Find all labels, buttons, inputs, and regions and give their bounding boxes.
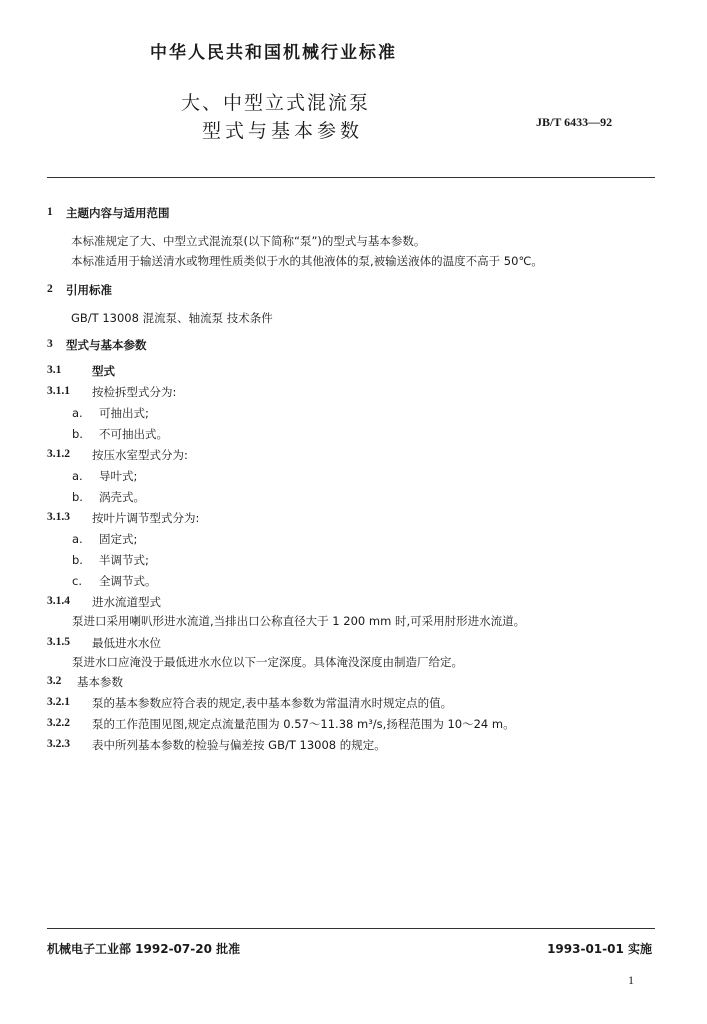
effective-date: 1993-01-01 实施 <box>547 942 652 956</box>
footer-divider <box>47 928 655 929</box>
list-marker: b. <box>72 427 83 441</box>
list-item: 涡壳式。 <box>99 490 145 504</box>
section-3-2-3-number: 3.2.3 <box>47 738 70 750</box>
list-marker: a. <box>72 406 83 420</box>
section-2-number: 2 <box>47 283 53 295</box>
list-marker: a. <box>72 469 83 483</box>
section-1-paragraph-1: 本标准规定了大、中型立式混流泵(以下简称“泵”)的型式与基本参数。 <box>71 234 426 248</box>
section-3-1-number: 3.1 <box>47 364 62 376</box>
section-3-1-2-text: 按压水室型式分为: <box>92 448 188 462</box>
section-3-2-number: 3.2 <box>47 675 62 687</box>
section-3-1-4-paragraph: 泵进口采用喇叭形进水流道,当排出口公称直径大于 1 200 mm 时,可采用肘形进水流道。 <box>72 614 526 628</box>
header-divider <box>47 177 655 178</box>
document-title-line2: 型式与基本参数 <box>202 120 364 142</box>
approval-date: 机械电子工业部 1992-07-20 批准 <box>47 942 241 956</box>
section-3-2-3-text: 表中所列基本参数的检验与偏差按 GB/T 13008 的规定。 <box>92 738 386 752</box>
section-3-2-1-text: 泵的基本参数应符合表的规定,表中基本参数为常温清水时规定点的值。 <box>92 696 453 710</box>
section-3-1-3-text: 按叶片调节型式分为: <box>92 511 200 525</box>
issuing-organization: 中华人民共和国机械行业标准 <box>150 43 397 63</box>
list-item: 固定式; <box>99 532 138 546</box>
section-3-1-5-text: 最低进水水位 <box>92 636 161 650</box>
section-2-reference: GB/T 13008 混流泵、轴流泵 技术条件 <box>71 311 273 325</box>
section-3-1-1-text: 按检拆型式分为: <box>92 385 177 399</box>
section-3-1-4-text: 进水流道型式 <box>92 595 161 609</box>
section-3-1-5-paragraph: 泵进水口应淹没于最低进水水位以下一定深度。具体淹没深度由制造厂给定。 <box>72 655 463 669</box>
list-marker: b. <box>72 553 83 567</box>
section-3-1-4-number: 3.1.4 <box>47 595 70 607</box>
section-3-2-2-text: 泵的工作范围见图,规定点流量范围为 0.57～11.38 m³/s,扬程范围为 10～24 m。 <box>92 717 515 731</box>
list-marker: c. <box>72 574 82 588</box>
section-3-2-1-number: 3.2.1 <box>47 696 70 708</box>
section-3-1-3-number: 3.1.3 <box>47 511 70 523</box>
list-marker: b. <box>72 490 83 504</box>
section-3-1-5-number: 3.1.5 <box>47 636 70 648</box>
section-2-title: 引用标准 <box>66 283 112 297</box>
section-3-1-1-number: 3.1.1 <box>47 385 70 397</box>
section-3-2-2-number: 3.2.2 <box>47 717 70 729</box>
document-title-line1: 大、中型立式混流泵 <box>181 92 371 114</box>
section-1-number: 1 <box>47 206 53 218</box>
list-item: 全调节式。 <box>99 574 157 588</box>
section-3-number: 3 <box>47 338 53 350</box>
standard-code: JB/T 6433—92 <box>536 115 613 129</box>
section-3-1-title: 型式 <box>92 364 115 378</box>
list-item: 不可抽出式。 <box>99 427 168 441</box>
list-item: 半调节式; <box>99 553 149 567</box>
list-item: 导叶式; <box>99 469 138 483</box>
section-1-paragraph-2: 本标准适用于输送清水或物理性质类似于水的其他液体的泵,被输送液体的温度不高于 50℃。 <box>71 254 543 268</box>
section-3-1-2-number: 3.1.2 <box>47 448 70 460</box>
section-3-title: 型式与基本参数 <box>66 338 147 352</box>
section-3-2-title: 基本参数 <box>77 675 123 689</box>
section-1-title: 主题内容与适用范围 <box>66 206 170 220</box>
list-item: 可抽出式; <box>99 406 149 420</box>
page-number: 1 <box>628 973 634 987</box>
list-marker: a. <box>72 532 83 546</box>
